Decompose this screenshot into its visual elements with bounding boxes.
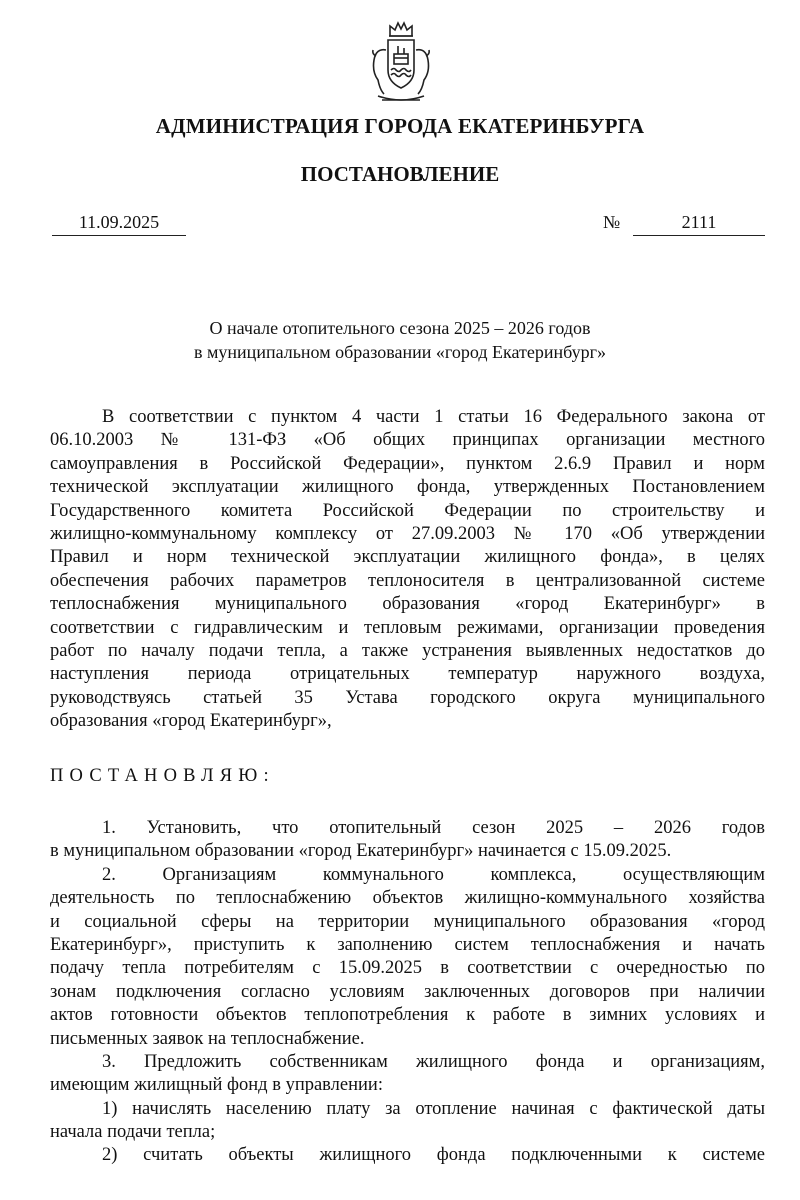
text-line: руководствуясь статьей 35 Устава городского округа муниципального [50,687,765,708]
text-line: 2) считать объекты жилищного фонда подключенными к системе [102,1145,765,1166]
document-subject [0,316,800,364]
resolution-items [50,817,765,1168]
text-line: работ по началу подачи тепла, а также устранения выявленных недостатков до [50,640,765,661]
text-line: Екатеринбург», приступить к заполнению систем теплоснабжения и начать [50,934,765,955]
text-line: деятельность по теплоснабжению объектов жилищно-коммунального хозяйства [50,888,765,909]
resolve-heading: ПОСТАНОВЛЯЮ: [50,766,275,786]
document-type-title: ПОСТАНОВЛЕНИЕ [300,162,500,186]
text-line: имеющим жилищный фонд в управлении: [50,1075,383,1096]
text-line: теплоснабжения муниципального образования «город Екатеринбург» в [50,594,765,615]
text-line: обеспечения рабочих параметров теплоносителя в централизованной системе [50,570,765,591]
document-date: 11.09.2025 [52,212,186,236]
text-line: соответствии с гидравлическим и тепловым режимами, организации проведения [50,617,765,638]
city-coat-of-arms-emblem [368,20,434,106]
preamble-paragraph [50,406,765,733]
text-line: самоуправления в Российской Федерации», пунктом 2.6.9 Правил и норм [50,453,765,474]
text-line: 06.10.2003 № 131-ФЗ «Об общих принципах организации местного [50,430,765,451]
text-line: начала подачи тепла; [50,1122,216,1143]
text-line: Правил и норм технической эксплуатации жилищного фонда», в целях [50,547,765,568]
text-line: образования «город Екатеринбург», [50,711,332,732]
text-line: жилищно-коммунальному комплексу от 27.09.2003 № 170 «Об утверждении [50,523,765,544]
text-line: зонам подключения согласно условиям заключенных договоров при наличии [50,981,765,1002]
text-line: Государственного комитета Российской Федерации по строительству и [50,500,765,521]
text-line: подачу тепла потребителям с 15.09.2025 в соответствии с очередностью по [50,958,765,979]
subject-line: О начале отопительного сезона 2025 – 2026 годов [209,318,591,338]
text-line: В соответствии с пунктом 4 части 1 статьи 16 Федерального закона от [102,407,765,427]
text-line: 1. Установить, что отопительный сезон 2025 – 2026 годов [102,818,765,838]
text-line: технической эксплуатации жилищного фонда, утвержденных Постановлением [50,477,765,498]
text-line: актов готовности объектов теплопотребления к работе в зимних условиях и [50,1005,765,1026]
text-line: 3. Предложить собственникам жилищного фонда и организациям, [102,1051,765,1072]
document-number: 2111 [633,212,765,236]
text-line: наступления периода отрицательных температур наружного воздуха, [50,664,765,685]
subject-line: в муниципальном образовании «город Екатеринбург» [194,342,606,362]
text-line: и социальной сферы на территории муниципального образования «город [50,911,765,932]
text-line: 2. Организациям коммунального комплекса, осуществляющим [102,864,765,885]
text-line: 1) начислять населению плату за отопление начиная с фактической даты [102,1098,765,1119]
text-line: письменных заявок на теплоснабжение. [50,1028,365,1049]
number-sign: № [603,212,621,232]
organization-title: АДМИНИСТРАЦИЯ ГОРОДА ЕКАТЕРИНБУРГА [155,114,645,138]
text-line: в муниципальном образовании «город Екатеринбург» начинается с 15.09.2025. [50,841,672,862]
